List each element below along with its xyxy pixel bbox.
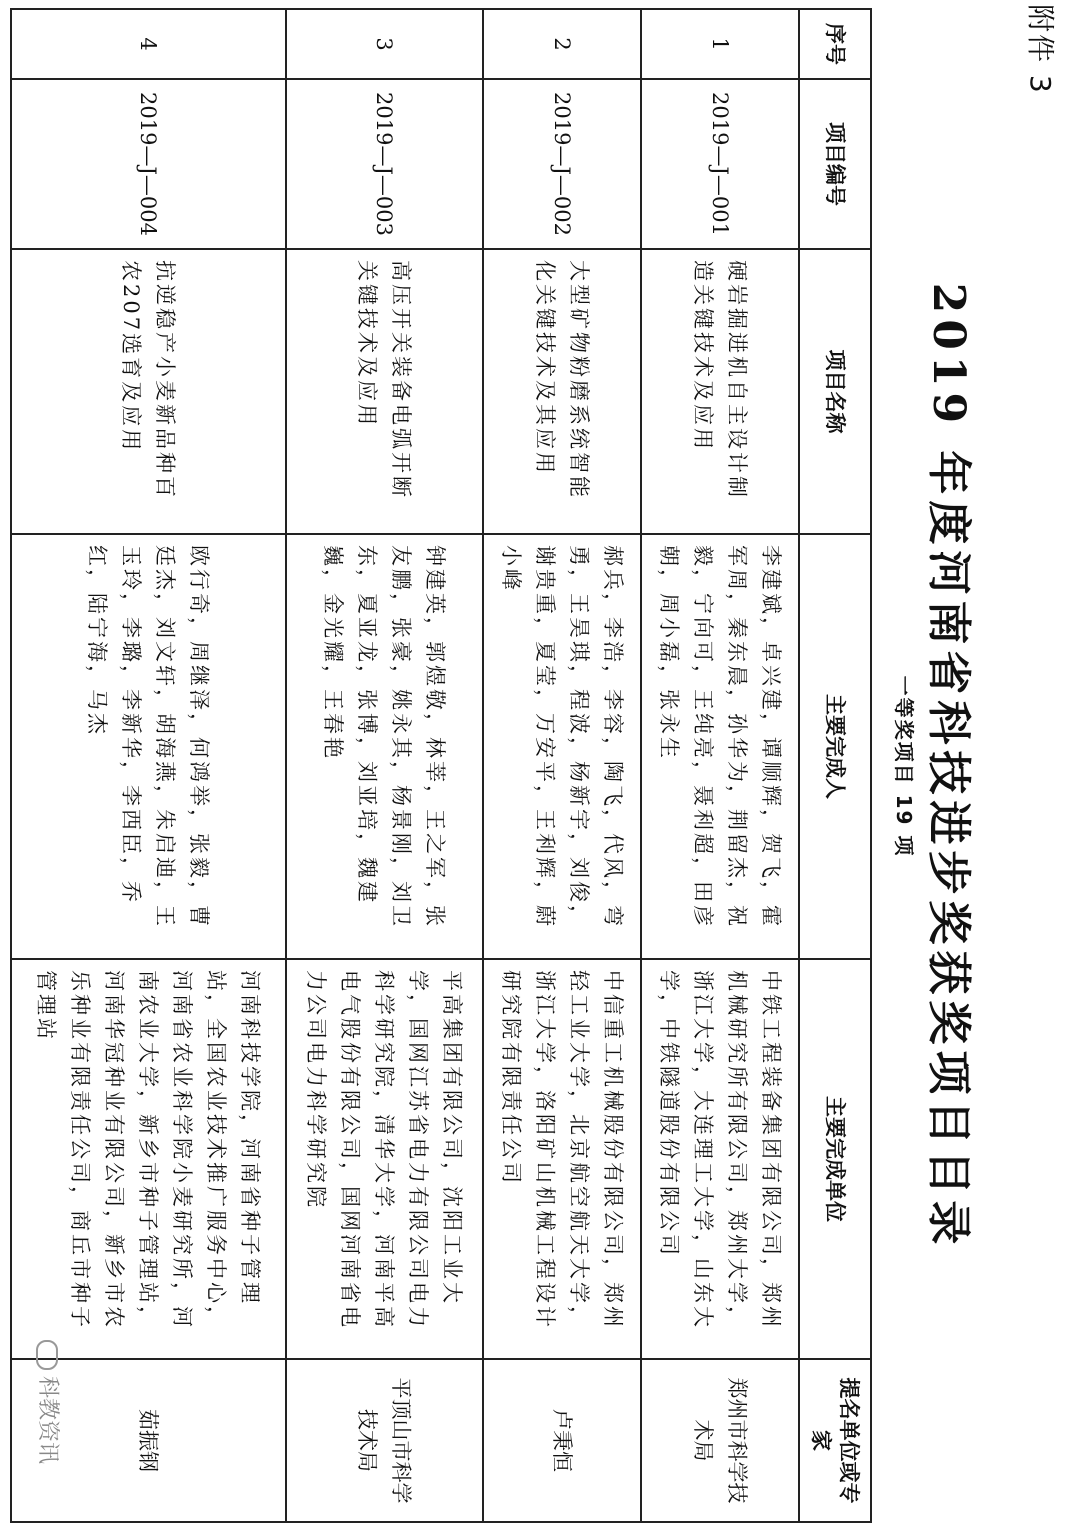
row-project-code: 2019—J—001 (641, 79, 799, 249)
header-project-name: 项目名称 (799, 249, 871, 534)
header-nominator: 提名单位或专家 (799, 1359, 871, 1522)
row-main-units: 河南科技学院，河南省种子管理站，全国农业技术推广服务中心，河南省农业科学院小麦研究所，河南农业大学，新乡市种子管理站，河南华冠种业有限公司，新乡市农乐种业有限责任公司，商丘市种子管理站 (11, 959, 286, 1359)
watermark (34, 1340, 65, 1464)
row-project-code: 2019—J—004 (11, 79, 286, 249)
header-main-people: 主要完成人 (799, 534, 871, 959)
row-main-units: 中铁工程装备集团有限公司，郑州机械研究所有限公司，郑州大学，浙江大学，大连理工大学，山东大学，中铁隧道股份有限公司 (641, 959, 799, 1359)
row-project-name: 硬岩掘进机自主设计制造关键技术及应用 (641, 249, 799, 534)
header-index: 序号 (799, 9, 871, 79)
row-main-people: 郝兵，李浩，李容，陶飞，代风，弯勇，王昊琪，程波，杨新宇，刘俊，谢贵重，夏莹，万安平，王利辉，蔚小峰 (483, 534, 641, 959)
row-nominator: 茹振钢 (11, 1359, 286, 1522)
table-row (483, 9, 641, 1522)
row-project-code: 2019—J—003 (286, 79, 483, 249)
row-index: 2 (483, 9, 641, 79)
table-row (641, 9, 799, 1522)
document-title: 2019 年度河南省科技进步奖获奖项目目录 (923, 282, 974, 1251)
row-nominator: 卢秉恒 (483, 1359, 641, 1522)
row-nominator: 平顶山市科学技术局 (286, 1359, 483, 1522)
row-main-people: 钟建英，郭煜敬，林莘，王之军，张友鹏，张豪，姚永其，杨景刚，刘卫东，夏亚龙，张博，刘亚培，魏建巍，金光耀，王春艳 (286, 534, 483, 959)
row-index: 4 (11, 9, 286, 79)
table-header-row (799, 9, 871, 1522)
row-nominator: 郑州市科学技术局 (641, 1359, 799, 1522)
row-index: 3 (286, 9, 483, 79)
watermark-text: 科教资讯 (35, 1376, 60, 1465)
row-project-name: 大型矿物粉磨系统智能化关键技术及其应用 (483, 249, 641, 534)
table-row (286, 9, 483, 1522)
row-project-name: 高压开关装备电弧开断关键技术及应用 (286, 249, 483, 534)
row-main-units: 中信重工机械股份有限公司，郑州轻工业大学，北京航空航天大学，浙江大学，洛阳矿山机械工程设计研究院有限责任公司 (483, 959, 641, 1359)
wechat-icon (36, 1340, 58, 1370)
row-main-people: 欧行奇，周继泽，何鸿举，张毅，曹廷杰，刘文轩，胡海燕，朱启迪，王玉玲，李璐，李新华，李西臣，乔红，陆宁海，马杰 (11, 534, 286, 959)
row-index: 1 (641, 9, 799, 79)
award-subtitle: 一等奖项目 19 项 (892, 675, 916, 858)
table-row (11, 9, 286, 1522)
award-table (10, 8, 872, 1523)
header-project-code: 项目编号 (799, 79, 871, 249)
row-main-people: 李建斌，卓兴建，谭顺辉，贺飞，霍军周，秦东晨，孙华为，荆留杰，祝毅，宁向可，王纯亮，聂利超，田彦朝，周小磊，张永生 (641, 534, 799, 959)
row-project-name: 抗逆稳产小麦新品种百农207选育及应用 (11, 249, 286, 534)
row-project-code: 2019—J—002 (483, 79, 641, 249)
row-main-units: 平高集团有限公司，沈阳工业大学，国网江苏省电力有限公司电力科学研究院，清华大学，河南平高电气股份有限公司，国网河南省电力公司电力科学研究院 (286, 959, 483, 1359)
attachment-label: 附件 3 (1024, 4, 1057, 95)
header-main-units: 主要完成单位 (799, 959, 871, 1359)
